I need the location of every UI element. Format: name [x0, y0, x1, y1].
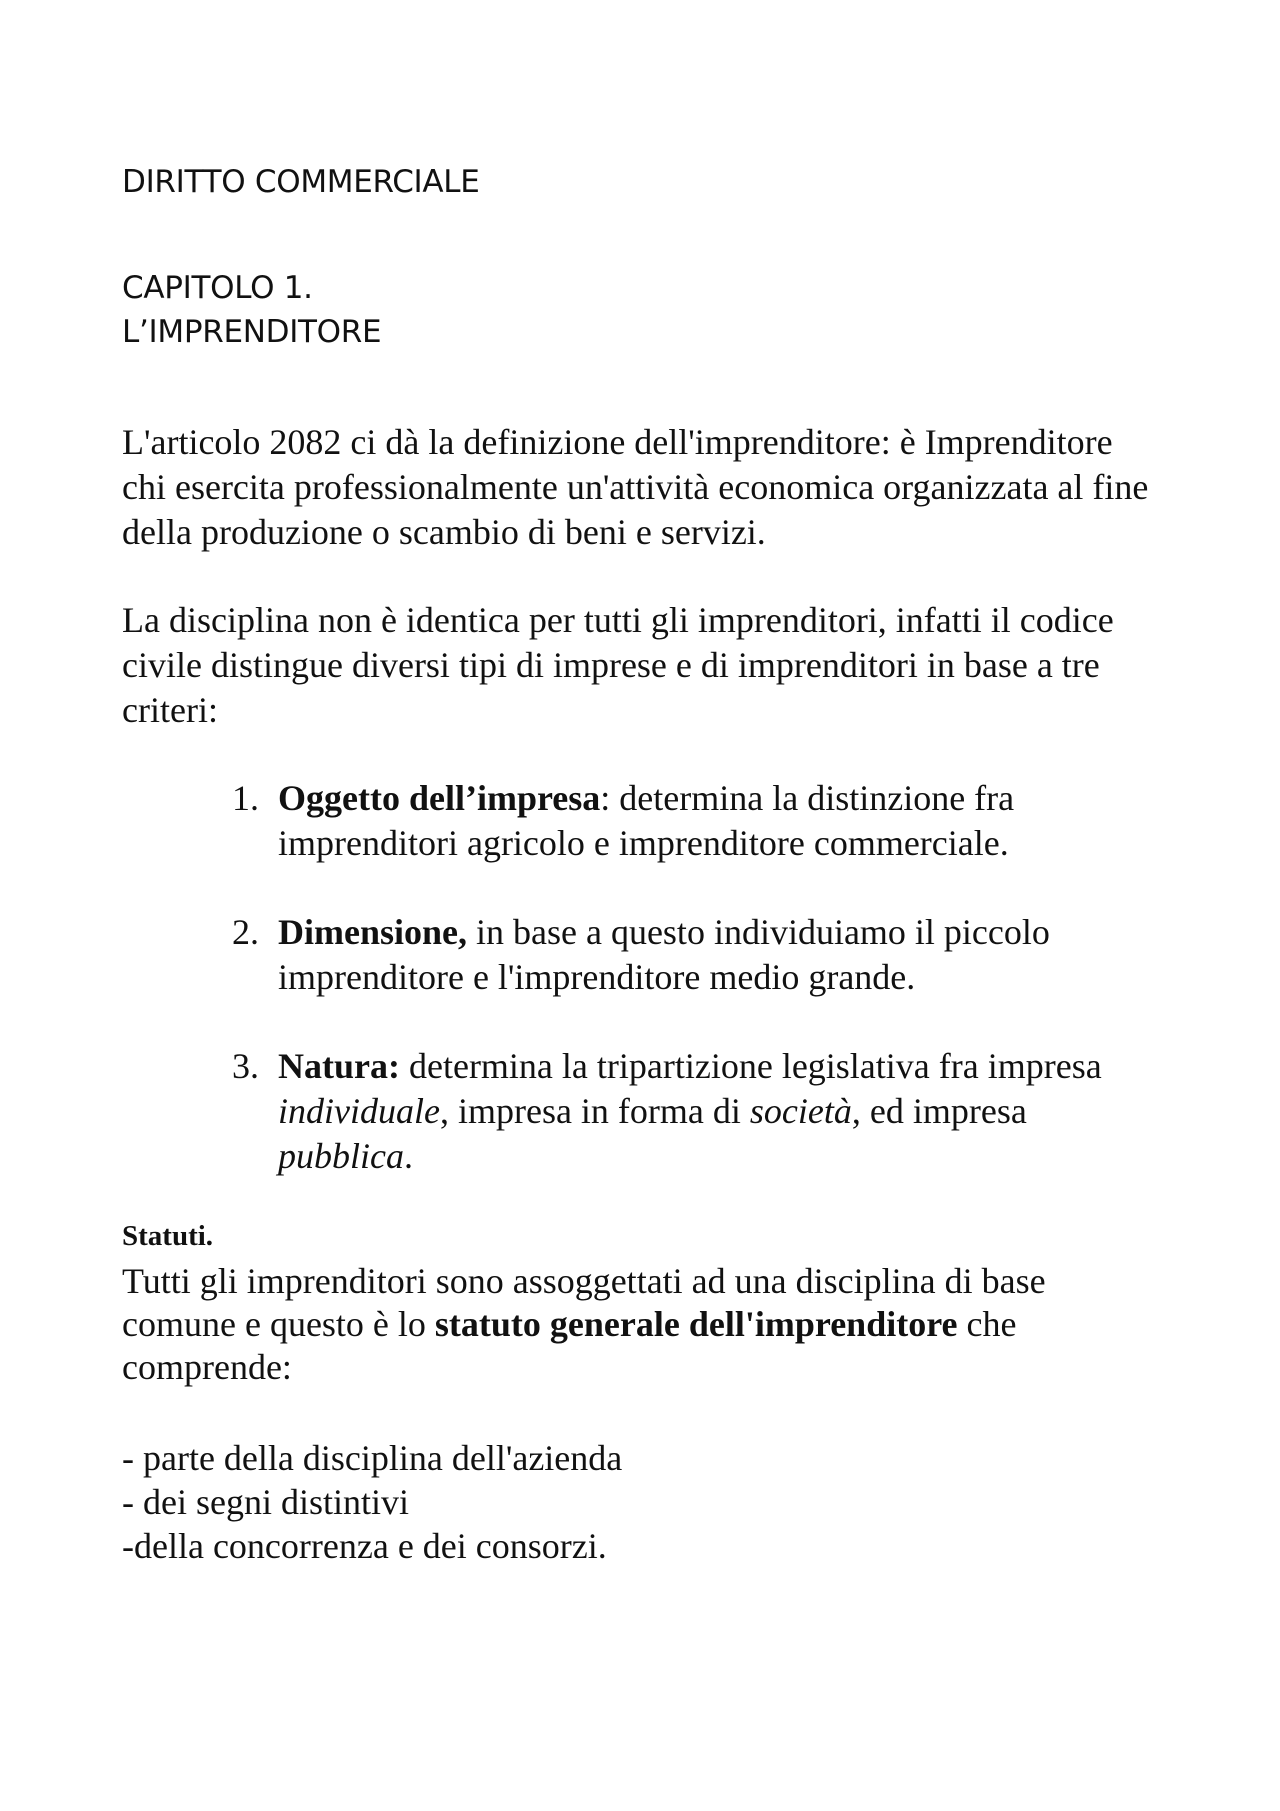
criterion-italic: società: [749, 1091, 852, 1131]
criterion-text: determina la tripartizione legislativa fra impresa: [399, 1046, 1102, 1086]
discipline-paragraph: La disciplina non è identica per tutti gli imprenditori, infatti il codice civile distingue diversi tipi di imprese e di imprenditori in base a tre criteri:: [122, 600, 1114, 730]
criterion-text: , ed impresa: [851, 1091, 1027, 1131]
statuti-heading: Statuti.: [122, 1220, 214, 1252]
criterion-text: .: [403, 1136, 413, 1176]
statuti-paragraph: [122, 1260, 1162, 1389]
statuti-text: che comprende:: [122, 1304, 1017, 1387]
list-number: 2.: [232, 912, 259, 952]
document-title: DIRITTO COMMERCIALE: [122, 164, 480, 200]
criteria-list-item-1: [232, 776, 1132, 866]
dash-item: - parte della disciplina dell'azienda: [122, 1438, 623, 1478]
criterion-text: in base a questo individuiamo il piccolo imprenditore e l'imprenditore medio grande.: [278, 912, 1050, 997]
criteria-list-item-2: [232, 910, 1132, 1000]
statuti-text: Tutti gli imprenditori sono assoggettati ad una disciplina di base comune e questo è lo: [122, 1261, 1046, 1344]
statuti-bold: statuto generale dell'imprenditore: [434, 1304, 958, 1344]
criterion-italic: pubblica: [278, 1136, 404, 1176]
chapter-heading: [122, 266, 381, 354]
criterion-text: , impresa in forma di: [439, 1091, 750, 1131]
chapter-name: L’IMPRENDITORE: [122, 314, 382, 350]
list-number: 3.: [232, 1046, 259, 1086]
list-number: 1.: [232, 778, 259, 818]
criterion-term: Oggetto dell’impresa: [278, 778, 601, 818]
criteria-list-item-3: [232, 1044, 1132, 1179]
criterion-italic: individuale: [278, 1091, 440, 1131]
criterion-term: Natura:: [278, 1046, 400, 1086]
dash-item: - dei segni distintivi: [122, 1482, 409, 1522]
criterion-text: : determina la distinzione fra imprenditori agricolo e imprenditore commerciale.: [278, 778, 1015, 863]
criterion-term: Dimensione,: [278, 912, 467, 952]
chapter-number: CAPITOLO 1.: [122, 270, 313, 306]
statuti-dash-list: [122, 1436, 1162, 1568]
dash-item: -della concorrenza e dei consorzi.: [122, 1526, 607, 1566]
definition-paragraph: L'articolo 2082 ci dà la definizione dell'imprenditore: è Imprenditore chi esercita professionalmente un'attività economica organizzata al fine della produzione o scambio di beni e servizi.: [122, 422, 1149, 552]
